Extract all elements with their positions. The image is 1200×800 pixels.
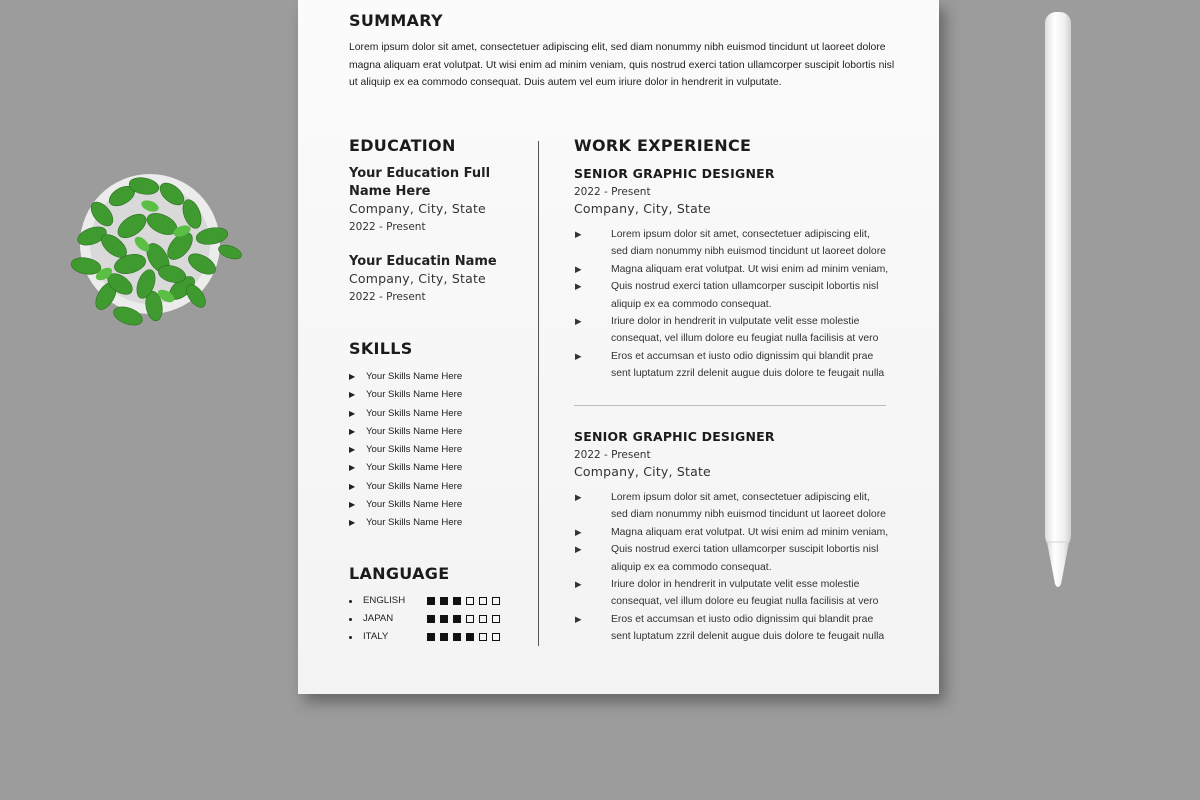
list-item xyxy=(574,576,894,611)
summary-line: magna aliquam erat volutpat. Ut wisi enim ad minim veniam, quis nostrud exerci tation ullamcorper suscipit lobortis nisl xyxy=(349,59,895,71)
pen-icon xyxy=(1043,12,1073,590)
language-level xyxy=(427,597,500,605)
list-item xyxy=(349,478,462,496)
level-empty-icon xyxy=(479,597,487,605)
list-item xyxy=(574,226,894,261)
list-item xyxy=(349,441,462,459)
bullet-dot-icon xyxy=(349,618,352,621)
summary-text xyxy=(349,39,894,92)
triangle-right-icon: ▶ xyxy=(575,492,582,502)
triangle-right-icon: ▶ xyxy=(575,350,582,361)
triangle-right-icon: ▶ xyxy=(575,526,582,537)
level-filled-icon xyxy=(440,597,448,605)
bullet-line: Lorem ipsum dolor sit amet, consectetuer adipiscing elit, xyxy=(611,229,870,240)
plant-icon xyxy=(62,156,252,346)
bullet-line: Quis nostrud exerci tation ullamcorper suscipit lobortis nisl xyxy=(611,281,879,293)
job-date: 2022 - Present xyxy=(574,449,651,461)
triangle-right-icon: ▶ xyxy=(575,316,582,327)
job-bullets xyxy=(574,489,894,646)
bullet-line: sent luptatum zzril delenit augue duis dolore te feugait nulla xyxy=(611,368,885,380)
bullet-line: aliquip ex ea commodo consequat. xyxy=(611,298,772,310)
skill-label: Your Skills Name Here xyxy=(366,425,463,437)
level-filled-icon xyxy=(440,633,448,641)
language-level xyxy=(427,633,500,641)
list-item xyxy=(349,514,462,532)
skill-label: Your Skills Name Here xyxy=(366,407,463,419)
summary-line: Lorem ipsum dolor sit amet, consectetuer adipiscing elit, sed diam nonummy nibh euismod tincidunt ut laoreet dolore xyxy=(349,42,886,53)
language-level xyxy=(427,615,500,623)
skill-label: Your Skills Name Here xyxy=(366,517,463,529)
skill-label: Your Skills Name Here xyxy=(366,462,463,474)
list-item xyxy=(349,423,462,441)
skills-list xyxy=(349,368,462,533)
triangle-right-icon: ▶ xyxy=(349,463,356,473)
list-item xyxy=(574,348,894,383)
education-title xyxy=(349,165,490,201)
level-filled-icon xyxy=(427,633,435,641)
triangle-right-icon: ▶ xyxy=(575,281,582,292)
level-filled-icon xyxy=(453,615,461,623)
work-experience-heading: WORK EXPERIENCE xyxy=(574,136,752,155)
education-title xyxy=(349,253,497,271)
list-item xyxy=(349,386,462,404)
level-filled-icon xyxy=(453,633,461,641)
language-row xyxy=(349,630,519,648)
bullet-line: aliquip ex ea commodo consequat. xyxy=(611,561,772,573)
level-empty-icon xyxy=(479,633,487,641)
bullet-line: sed diam nonummy nibh euismod tincidunt ut laoreet dolore xyxy=(611,509,886,521)
list-item xyxy=(349,496,462,514)
potted-plant-image xyxy=(62,156,252,346)
list-item xyxy=(574,489,894,524)
triangle-right-icon: ▶ xyxy=(575,613,582,624)
bullet-line: sed diam nonummy nibh euismod tincidunt ut laoreet dolore xyxy=(611,246,886,258)
stylus-pen-image xyxy=(1043,12,1073,590)
bullet-line: Magna aliquam erat volutpat. Ut wisi enim ad minim veniam, xyxy=(611,263,889,275)
list-item xyxy=(574,611,894,646)
skills-heading: SKILLS xyxy=(349,339,413,358)
summary-line: ut aliquip ex ea commodo consequat. Duis autem vel eum iriure dolor in hendrerit in vulputate. xyxy=(349,77,782,88)
triangle-right-icon: ▶ xyxy=(575,263,582,274)
level-empty-icon xyxy=(492,615,500,623)
bullet-line: Eros et accumsan et iusto odio dignissim qui blandit prae xyxy=(611,613,874,625)
education-title-line: Name Here xyxy=(349,184,431,199)
skill-label: Your Skills Name Here xyxy=(366,499,463,511)
education-title-line: Your Education Full xyxy=(349,166,491,181)
job-company: Company, City, State xyxy=(574,201,711,216)
level-filled-icon xyxy=(427,615,435,623)
level-empty-icon xyxy=(466,597,474,605)
resume-page xyxy=(298,0,939,694)
triangle-right-icon: ▶ xyxy=(349,390,356,400)
language-name: ENGLISH xyxy=(363,595,406,606)
triangle-right-icon: ▶ xyxy=(349,372,356,381)
triangle-right-icon: ▶ xyxy=(349,500,356,510)
language-heading: LANGUAGE xyxy=(349,564,450,583)
bullet-line: consequat, vel illum dolore eu feugiat nulla facilisis at vero xyxy=(611,596,879,608)
level-empty-icon xyxy=(466,615,474,623)
triangle-right-icon: ▶ xyxy=(349,518,356,528)
triangle-right-icon: ▶ xyxy=(349,426,356,436)
triangle-right-icon: ▶ xyxy=(575,579,582,590)
bullet-line: Iriure dolor in hendrerit in vulputate velit esse molestie xyxy=(611,316,860,328)
bullet-line: Lorem ipsum dolor sit amet, consectetuer adipiscing elit, xyxy=(611,492,870,503)
list-item xyxy=(349,459,462,477)
job-title: SENIOR GRAPHIC DESIGNER xyxy=(574,166,775,181)
section-divider xyxy=(574,405,886,406)
education-date: 2022 - Present xyxy=(349,291,426,303)
triangle-right-icon: ▶ xyxy=(575,229,582,239)
job-date: 2022 - Present xyxy=(574,186,651,198)
level-filled-icon xyxy=(466,633,474,641)
level-empty-icon xyxy=(492,633,500,641)
language-name: JAPAN xyxy=(363,613,394,624)
education-company: Company, City, State xyxy=(349,271,486,286)
bullet-dot-icon xyxy=(349,600,352,603)
list-item xyxy=(574,524,894,541)
job-title: SENIOR GRAPHIC DESIGNER xyxy=(574,429,775,444)
list-item xyxy=(349,405,462,423)
summary-heading: SUMMARY xyxy=(349,11,443,30)
job-bullets xyxy=(574,226,894,383)
list-item xyxy=(574,278,894,313)
list-item xyxy=(574,541,894,576)
triangle-right-icon: ▶ xyxy=(349,481,356,491)
skill-label: Your Skills Name Here xyxy=(366,389,463,401)
triangle-right-icon: ▶ xyxy=(349,408,356,418)
level-filled-icon xyxy=(427,597,435,605)
level-filled-icon xyxy=(440,615,448,623)
bullet-line: consequat, vel illum dolore eu feugiat nulla facilisis at vero xyxy=(611,333,879,345)
job-company: Company, City, State xyxy=(574,464,711,479)
list-item xyxy=(349,368,462,386)
bullet-dot-icon xyxy=(349,636,352,639)
education-title-line: Your Educatin Name xyxy=(349,254,497,269)
list-item xyxy=(574,313,894,348)
language-name: ITALY xyxy=(363,631,389,642)
triangle-right-icon: ▶ xyxy=(349,445,356,455)
education-company: Company, City, State xyxy=(349,201,486,216)
list-item xyxy=(574,261,894,278)
skill-label: Your Skills Name Here xyxy=(366,371,463,382)
bullet-line: Quis nostrud exerci tation ullamcorper suscipit lobortis nisl xyxy=(611,544,879,556)
language-row xyxy=(349,612,519,630)
column-divider xyxy=(538,141,539,646)
bullet-line: sent luptatum zzril delenit augue duis dolore te feugait nulla xyxy=(611,631,885,643)
level-empty-icon xyxy=(492,597,500,605)
language-row xyxy=(349,594,519,612)
bullet-line: Eros et accumsan et iusto odio dignissim qui blandit prae xyxy=(611,350,874,362)
level-empty-icon xyxy=(479,615,487,623)
skill-label: Your Skills Name Here xyxy=(366,444,463,456)
bullet-line: Magna aliquam erat volutpat. Ut wisi enim ad minim veniam, xyxy=(611,526,889,538)
level-filled-icon xyxy=(453,597,461,605)
triangle-right-icon: ▶ xyxy=(575,544,582,555)
education-heading: EDUCATION xyxy=(349,136,456,155)
bullet-line: Iriure dolor in hendrerit in vulputate velit esse molestie xyxy=(611,579,860,591)
education-date: 2022 - Present xyxy=(349,221,426,233)
skill-label: Your Skills Name Here xyxy=(366,480,463,492)
